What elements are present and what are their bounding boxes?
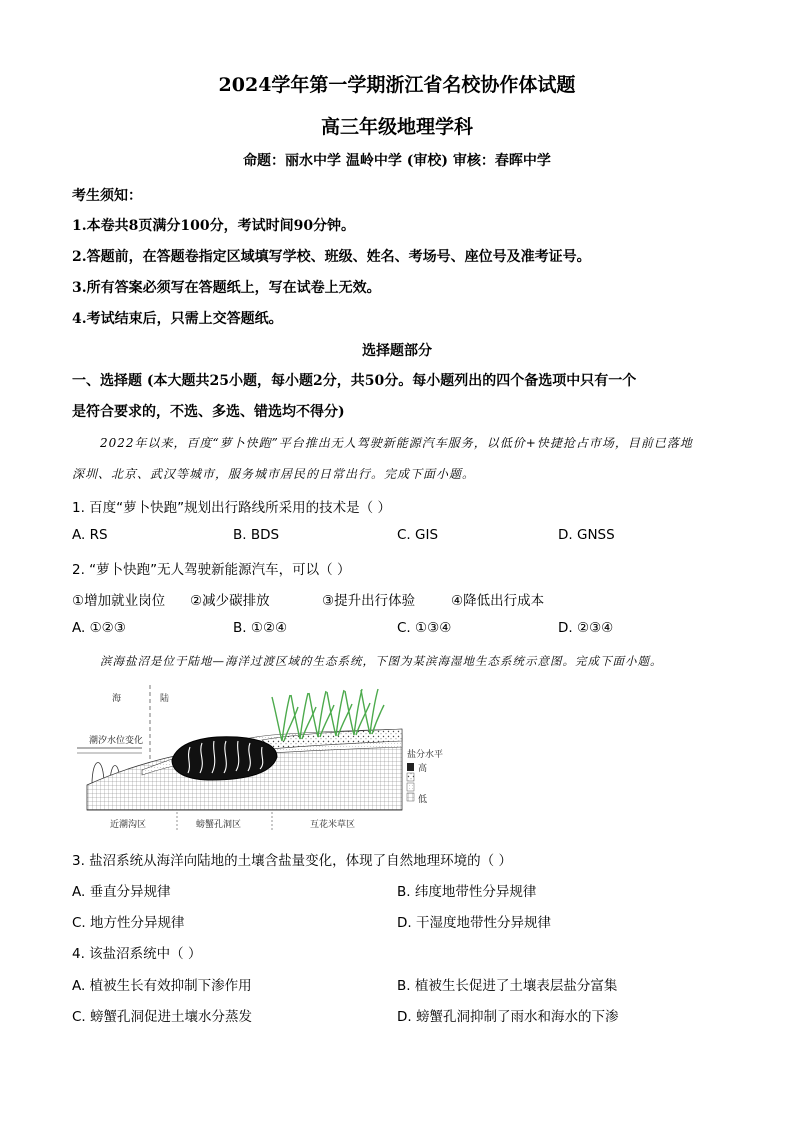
q2-statement-4: ④降低出行成本 xyxy=(451,593,545,609)
salt-marsh-diagram xyxy=(72,685,452,835)
q2-option-c: C. ①③④ xyxy=(397,620,452,636)
salt-level-label: 盐分水平 xyxy=(407,750,444,760)
q2-option-d: D. ②③④ xyxy=(558,620,614,636)
q3-option-c: C. 地方性分异规律 xyxy=(72,915,185,931)
salt-low-label: 低 xyxy=(418,795,428,805)
q3-option-a: A. 垂直分异规律 xyxy=(72,884,171,900)
q1-option-b: B. BDS xyxy=(233,527,280,543)
q2-statement-2: ②减少碳排放 xyxy=(190,593,270,609)
q2-statement-3: ③提升出行体验 xyxy=(322,593,416,609)
section-instruction-1: 一、选择题 (本大题共25小题，每小题2分，共50分。每小题列出的四个备选项中只有一个 xyxy=(72,373,637,389)
passage1-line2: 深圳、北京、武汉等城市，服务城市居民的日常出行。完成下面小题。 xyxy=(72,467,476,481)
q1-option-a: A. RS xyxy=(72,527,108,543)
notice-item-1: 1.本卷共8页满分100分，考试时间90分钟。 xyxy=(72,218,356,234)
notice-item-4: 4.考试结束后，只需上交答题纸。 xyxy=(72,311,283,327)
q2-statement-1: ①增加就业岗位 xyxy=(72,593,166,609)
salt-high-label: 高 xyxy=(418,764,428,774)
zone-label-near-tidal-creek: 近潮沟区 xyxy=(110,820,147,830)
sea-label: 海 xyxy=(112,694,122,704)
notice-heading: 考生须知： xyxy=(72,188,142,204)
q1-option-d: D. GNSS xyxy=(558,527,615,543)
section-title: 选择题部分 xyxy=(362,343,432,359)
q4-option-c: C. 螃蟹孔洞促进土壤水分蒸发 xyxy=(72,1009,253,1025)
q4-option-b: B. 植被生长促进了土壤表层盐分富集 xyxy=(397,978,618,994)
exam-authors: 命题：丽水中学 温岭中学 (审校) 审核：春晖中学 xyxy=(243,153,551,169)
zone-label-spartina: 互花米草区 xyxy=(310,820,356,830)
q2-option-a: A. ①②③ xyxy=(72,620,126,636)
q1-stem: 1. 百度“萝卜快跑”规划出行路线所采用的技术是（ ） xyxy=(72,500,391,516)
q3-stem: 3. 盐沼系统从海洋向陆地的土壤含盐量变化，体现了自然地理环境的（ ） xyxy=(72,853,512,869)
q2-stem: 2. “萝卜快跑”无人驾驶新能源汽车，可以（ ） xyxy=(72,562,351,578)
q3-option-b: B. 纬度地带性分异规律 xyxy=(397,884,537,900)
tide-label: 潮汐水位变化 xyxy=(89,736,144,746)
exam-title: 2024学年第一学期浙江省名校协作体试题 xyxy=(218,74,576,96)
q4-option-d: D. 螃蟹孔洞抑制了雨水和海水的下渗 xyxy=(397,1009,619,1025)
passage2: 滨海盐沼是位于陆地—海洋过渡区域的生态系统，下图为某滨海湿地生态系统示意图。完成下面小题。 xyxy=(100,654,663,668)
q1-option-c: C. GIS xyxy=(397,527,439,543)
salt-low-swatch xyxy=(407,793,414,801)
q2-option-b: B. ①②④ xyxy=(233,620,288,636)
zone-label-crab-burrow: 螃蟹孔洞区 xyxy=(196,820,242,830)
q4-option-a: A. 植被生长有效抑制下渗作用 xyxy=(72,978,252,994)
passage1-line1: 2022年以来，百度“萝卜快跑”平台推出无人驾驶新能源汽车服务，以低价+快捷抢占市场，目前已落地 xyxy=(100,436,693,450)
exam-subtitle: 高三年级地理学科 xyxy=(320,116,473,138)
section-instruction-2: 是符合要求的，不选、多选、错选均不得分) xyxy=(72,404,345,420)
notice-item-3: 3.所有答案必须写在答题纸上，写在试卷上无效。 xyxy=(72,280,381,296)
notice-item-2: 2.答题前，在答题卷指定区域填写学校、班级、姓名、考场号、座位号及准考证号。 xyxy=(72,249,591,265)
land-label: 陆 xyxy=(160,694,170,704)
q4-stem: 4. 该盐沼系统中（ ） xyxy=(72,946,202,962)
q3-option-d: D. 干湿度地带性分异规律 xyxy=(397,915,551,931)
salt-high-swatch xyxy=(407,763,414,771)
